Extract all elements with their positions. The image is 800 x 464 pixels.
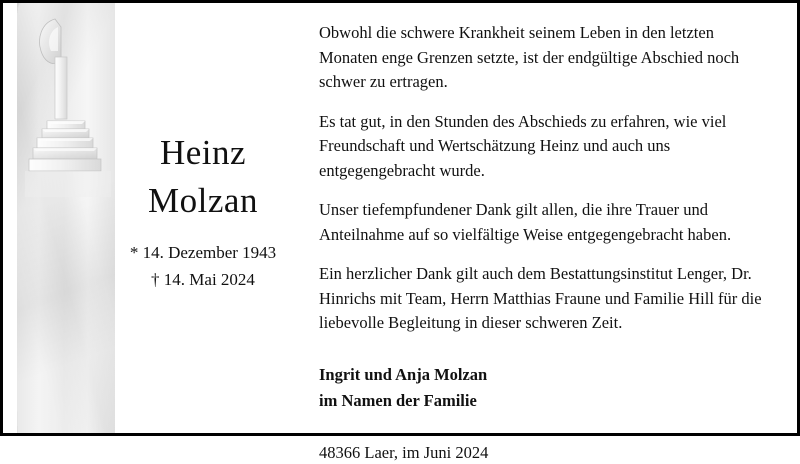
life-dates xyxy=(115,239,291,293)
paragraph-4: Ein herzlicher Dank gilt auch dem Bestattungsinstitut Lenger, Dr. Hinrichs mit Team, Herrn Matthias Fraune und Familie Hill für die liebevolle Begleitung in dieser schweren Zeit. xyxy=(319,264,762,332)
message-panel xyxy=(299,3,797,462)
name-line-first: Heinz xyxy=(159,133,247,172)
signature-line-1: Ingrit und Anja Molzan xyxy=(319,364,488,384)
name-line-last: Molzan xyxy=(148,181,258,220)
deceased-name xyxy=(115,129,291,225)
signature-block xyxy=(319,362,775,414)
signature-line-2: im Namen der Familie xyxy=(319,390,477,410)
birth-date: * 14. Dezember 1943 xyxy=(129,243,277,262)
stairway-icon xyxy=(25,17,111,197)
paragraph-2: Es tat gut, in den Stunden des Abschieds zu erfahren, wie viel Freundschaft und Wertschätzung Heinz und auch uns entgegengebracht wurde. xyxy=(319,111,727,180)
paragraph-3: Unser tiefempfundener Dank gilt allen, die ihre Trauer und Anteilnahme auf so vielfältige Weise entgegengebracht haben. xyxy=(319,200,732,244)
paragraph-1: Obwohl die schwere Krankheit seinem Leben in den letzten Monaten enge Grenzen setzte, ist der endgültige Abschied noch schwer zu ertragen. xyxy=(319,23,740,91)
place-and-date: 48366 Laer, im Juni 2024 xyxy=(319,442,489,462)
decorative-left-panel xyxy=(3,3,299,433)
death-date: † 14. Mai 2024 xyxy=(151,270,255,289)
